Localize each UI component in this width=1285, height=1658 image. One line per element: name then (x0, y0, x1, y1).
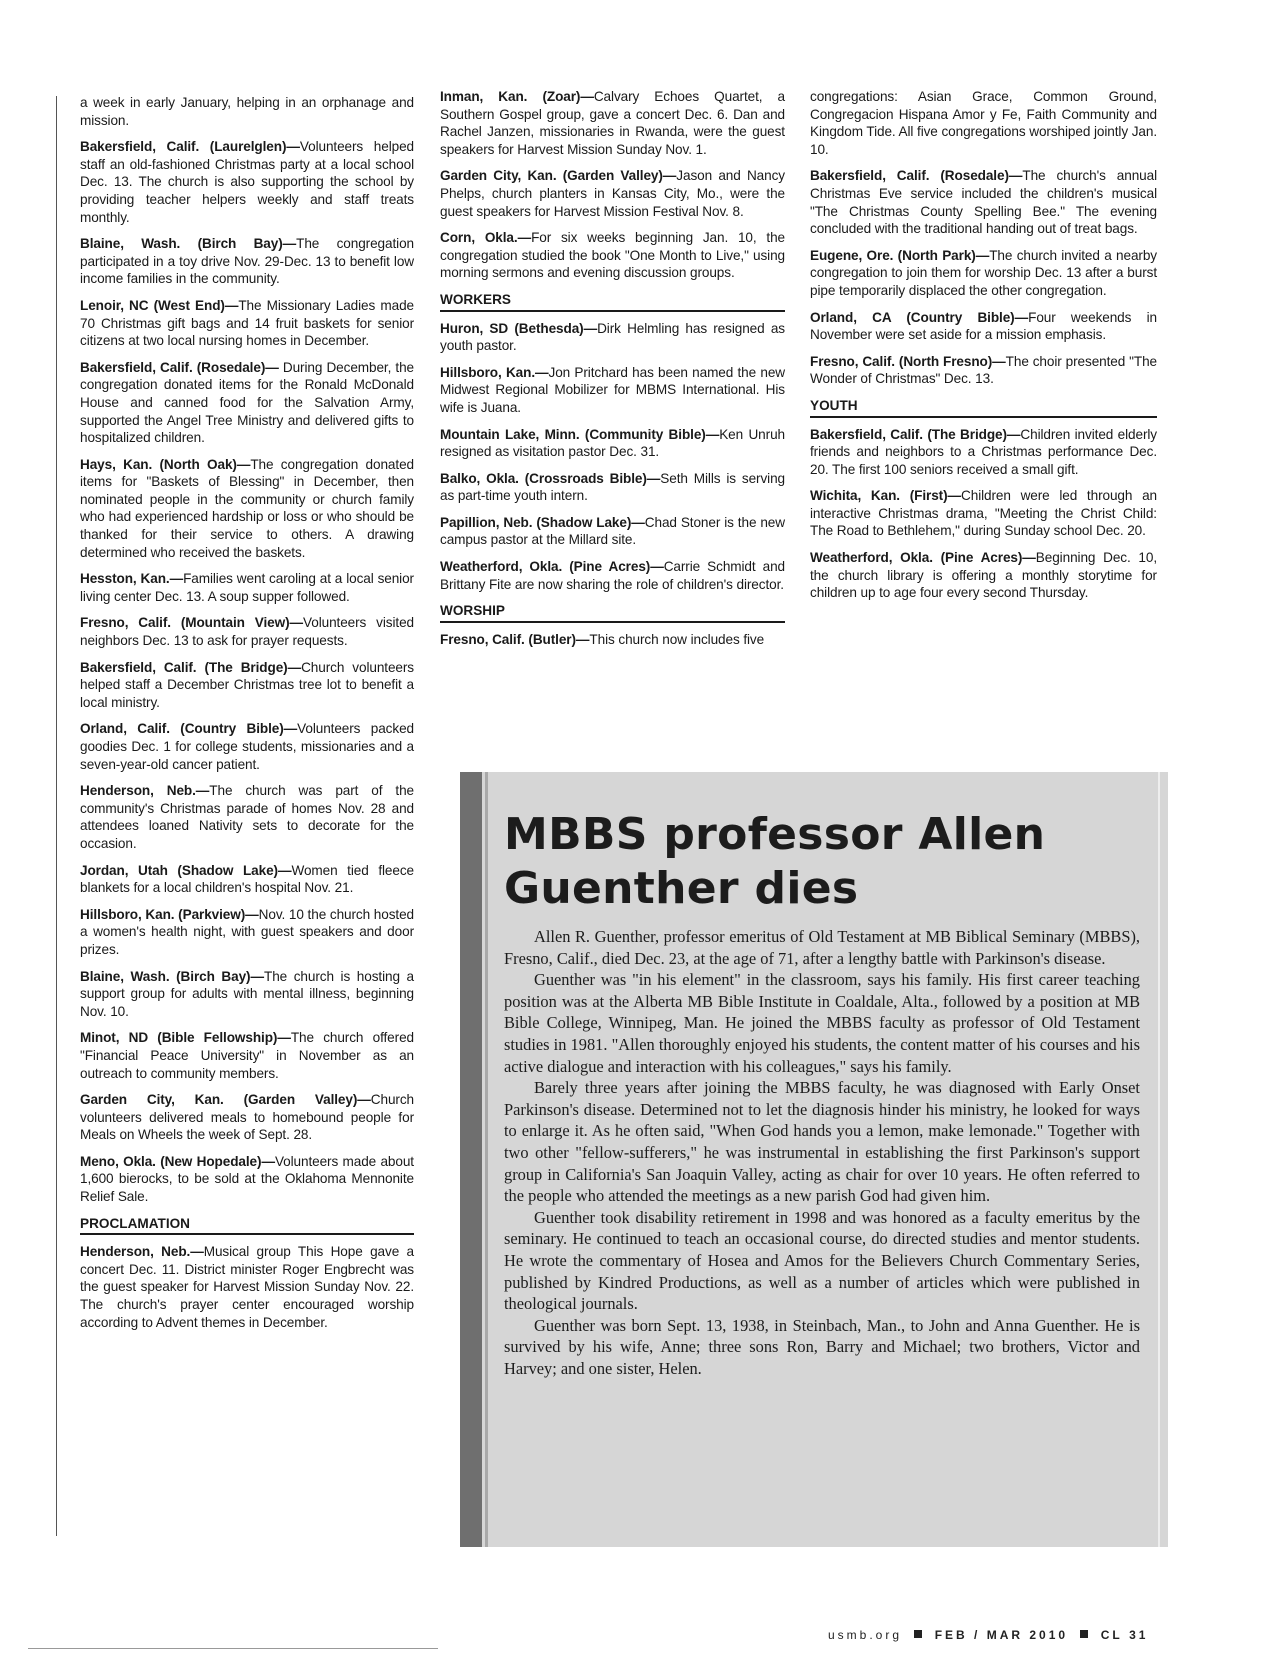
item-location: Blaine, Wash. (Birch Bay)— (80, 236, 297, 252)
news-item (80, 614, 414, 649)
item-location: Papillion, Neb. (Shadow Lake)— (440, 514, 645, 530)
item-text: The church's annual Christmas Eve service included the children's musical "The Christmas County Spelling Bee." The evening concluded with the traditional handing out of treat bags. (810, 168, 1157, 237)
section-heading-workers: WORKERS (440, 291, 785, 312)
item-location: Minot, ND (Bible Fellowship)— (80, 1030, 291, 1046)
item-location: Bakersfield, Calif. (The Bridge)— (810, 426, 1021, 442)
item-location: Lenoir, NC (West End)— (80, 297, 239, 313)
item-text: Seth Mills is serving as part-time youth intern. (440, 470, 785, 504)
news-item (810, 247, 1157, 300)
item-text: Jason and Nancy Phelps, church planters in Kansas City, Mo., were the guest speakers for Harvest Mission Festival Nov. 8. (440, 168, 785, 219)
item-location: Bakersfield, Calif. (Rosedale)— (80, 359, 283, 375)
item-location: Balko, Okla. (Crossroads Bible)— (440, 470, 661, 486)
item-text: Dirk Helmling has resigned as youth pastor. (440, 320, 785, 354)
worship-items-continued (810, 167, 1157, 388)
item-location: Henderson, Neb.— (80, 1244, 204, 1260)
news-item (440, 167, 785, 220)
obituary-headline (504, 808, 1124, 916)
item-text: The congregation donated items for "Baskets of Blessing" in December, then nominated people in the community or church family who had experienced hardship or loss or who should be thanked for their service to others. A drawing determined who received the baskets. (80, 456, 414, 560)
item-text: Musical group This Hope gave a concert Dec. 11. District minister Roger Engbrecht was the guest speaker for Harvest Mission Sunday Nov. 22. The church's prayer center encouraged worship according to Advent themes in December. (80, 1244, 415, 1330)
item-text: Church volunteers helped staff a December Christmas tree lot to benefit a local ministry. (80, 659, 415, 710)
news-item (440, 558, 785, 593)
item-text: Children invited elderly friends and neighbors to a Christmas performance Dec. 20. The first 100 seniors received a small gift. (810, 426, 1157, 477)
news-item (80, 1243, 414, 1331)
news-item (810, 549, 1157, 602)
news-item (810, 426, 1157, 479)
item-location: Corn, Okla.— (440, 230, 532, 246)
item-text: Ken Unruh resigned as visitation pastor Dec. 31. (440, 426, 785, 460)
item-location: Meno, Okla. (New Hopedale)— (80, 1153, 275, 1169)
news-item (80, 862, 414, 897)
obituary-box (460, 772, 1168, 1547)
news-item (80, 1091, 414, 1144)
news-item (440, 320, 785, 355)
obituary-paragraph: Allen R. Guenther, professor emeritus of Old Testament at MB Biblical Seminary (MBBS), Fresno, Calif., died Dec. 23, at the age of 71, after a lengthy battle with Parkinson's disease. (504, 927, 1140, 968)
youth-items (810, 426, 1157, 602)
page-number: 31 (1129, 1628, 1149, 1642)
page-footer (828, 1628, 1188, 1642)
news-item (80, 659, 414, 712)
item-text: During December, the congregation donated items for the Ronald McDonald House and canned food for the Salvation Army, supported the Angel Tree Ministry and delivered gifts to hospitalized children. (80, 359, 414, 446)
continued-text: congregations: Asian Grace, Common Ground, Congregacion Hispana Amor y Fe, Faith Community and Kingdom Tide. All five congregations worshiped jointly Jan. 10. (810, 89, 1157, 157)
news-item (440, 470, 785, 505)
obituary-paragraph: Barely three years after joining the MBBS faculty, he was diagnosed with Early Onset Parkinson's disease. Determined not to let the diagnosis hinder his ministry, he looked for ways to enlarge it. As he often said, "When God hands you a lemon, make lemonade." Together with two other "fellow-sufferers," he was instrumental in establishing the first Parkinson's support group in California's San Joaquin Valley, acting as chair for over 10 years. He often referred to the people who attended the meetings as a new parish God had given him. (504, 1078, 1140, 1206)
item-location: Weatherford, Okla. (Pine Acres)— (440, 559, 664, 575)
news-item (80, 720, 414, 773)
item-text: For six weeks beginning Jan. 10, the congregation studied the book "One Month to Live," using morning sermons and evening discussion groups. (440, 230, 785, 281)
item-location: Weatherford, Okla. (Pine Acres)— (810, 550, 1036, 566)
item-text: Four weekends in November were set aside for a mission emphasis. (810, 309, 1157, 343)
item-location: Jordan, Utah (Shadow Lake)— (80, 862, 292, 878)
item-text: The church offered "Financial Peace University" in November as an outreach to community members. (80, 1030, 414, 1081)
item-text: Beginning Dec. 10, the church library is offering a monthly storytime for children up to age four every second Thursday. (810, 550, 1157, 601)
footer-site: usmb.org (828, 1628, 903, 1642)
obituary-side-bar (460, 772, 482, 1547)
item-location: Orland, CA (Country Bible)— (810, 309, 1029, 325)
item-location: Fresno, Calif. (North Fresno)— (810, 353, 1006, 369)
bottom-rule (28, 1648, 438, 1649)
news-item (440, 514, 785, 549)
section-heading-proclamation: PROCLAMATION (80, 1215, 414, 1236)
item-location: Mountain Lake, Minn. (Community Bible)— (440, 426, 720, 442)
item-text: Volunteers packed goodies Dec. 1 for college students, missionaries and a seven-year-old cancer patient. (80, 721, 414, 772)
item-location: Hays, Kan. (North Oak)— (80, 456, 251, 472)
item-text: The choir presented "The Wonder of Christmas" Dec. 13. (810, 353, 1157, 387)
item-text: The church was part of the community's Christmas parade of homes Nov. 28 and attendees loaned Nativity sets to decorate for the occasion. (80, 783, 414, 851)
item-location: Hillsboro, Kan.— (440, 364, 549, 380)
item-location: Bakersfield, Calif. (The Bridge)— (80, 659, 302, 675)
item-location: Bakersfield, Calif. (Rosedale)— (810, 168, 1023, 184)
item-location: Bakersfield, Calif. (Laurelglen)— (80, 139, 300, 155)
item-location: Hesston, Kan.— (80, 571, 184, 587)
footer-magazine: CL (1100, 1628, 1123, 1642)
item-text: The congregation participated in a toy drive Nov. 29-Dec. 13 to benefit low income families in the community. (80, 236, 414, 287)
item-text: Calvary Echoes Quartet, a Southern Gospel group, gave a concert Dec. 6. Dan and Rachel Janzen, missionaries in Rwanda, were the guest speakers for Harvest Mission Sunday Nov. 1. (440, 89, 785, 157)
headline-line-2: Guenther dies (504, 863, 859, 914)
workers-items (440, 320, 785, 594)
news-item (80, 359, 414, 447)
item-text: Jon Pritchard has been named the new Midwest Regional Mobilizer for MBMS International. His wife is Juana. (440, 364, 785, 415)
worship-items (440, 631, 785, 649)
continued-text: a week in early January, helping in an orphanage and mission. (80, 95, 414, 128)
square-bullet-icon (914, 1630, 922, 1638)
obituary-side-rule (485, 772, 488, 1547)
news-items (440, 88, 785, 282)
item-text: Volunteers made about 1,600 bierocks, to be sold at the Oklahoma Mennonite Relief Sale. (80, 1153, 414, 1205)
item-location: Fresno, Calif. (Butler)— (440, 631, 590, 647)
item-text: Women tied fleece blankets for a local children's hospital Nov. 21. (80, 862, 414, 896)
item-text: Chad Stoner is the new campus pastor at the Millard site. (440, 514, 785, 548)
news-item (80, 1029, 414, 1082)
section-heading-worship: WORSHIP (440, 602, 785, 623)
column-1 (80, 94, 414, 1340)
headline-line-1: MBBS professor Allen (504, 809, 1046, 860)
news-item (80, 456, 414, 562)
news-item (80, 1153, 414, 1206)
item-location: Wichita, Kan. (First)— (810, 488, 962, 504)
item-location: Orland, Calif. (Country Bible)— (80, 721, 298, 737)
item-location: Eugene, Ore. (North Park)— (810, 247, 990, 263)
news-item (810, 487, 1157, 540)
news-item (810, 353, 1157, 388)
footer-issue: FEB / MAR 2010 (934, 1628, 1069, 1642)
item-text: Volunteers helped staff an old-fashioned Christmas party at a local school Dec. 13. The church is also supporting the school by providing teacher helpers weekly and staff treats monthly. (80, 139, 414, 225)
news-item (440, 364, 785, 417)
item-text: The Missionary Ladies made 70 Christmas gift bags and 14 fruit baskets for senior citizens at two local nursing homes in December. (80, 297, 414, 349)
item-location: Inman, Kan. (Zoar)— (440, 89, 594, 104)
news-item (440, 88, 785, 158)
obituary-paragraph: Guenther took disability retirement in 1998 and was honored as a faculty emeritus by the seminary. He continued to teach an occasional course, do directed studies and mentor students. He wrote the commentary of Hosea and Amos for the Believers Church Commentary Series, published by Kindred Productions, as well as a number of articles which were published in theological journals. (504, 1207, 1140, 1314)
item-text: Children were led through an interactive Christmas drama, "Meeting the Christ Child: The Road to Bethlehem," during Sunday school Dec. 20. (810, 488, 1157, 539)
item-text: Church volunteers delivered meals to homebound people for Meals on Wheels the week of Sept. 28. (80, 1092, 414, 1143)
obituary-edge (1158, 772, 1160, 1547)
section-heading-youth: YOUTH (810, 397, 1157, 418)
proclamation-items (80, 1243, 414, 1331)
item-text: This church now includes five (589, 631, 765, 647)
item-location: Hillsboro, Kan. (Parkview)— (80, 906, 259, 922)
news-item (80, 906, 414, 959)
item-location: Garden City, Kan. (Garden Valley)— (440, 168, 677, 184)
item-location: Huron, SD (Bethesda)— (440, 320, 598, 336)
news-item (80, 782, 414, 852)
news-item (80, 235, 414, 288)
item-location: Garden City, Kan. (Garden Valley)— (80, 1092, 371, 1108)
news-item (810, 309, 1157, 344)
news-item (80, 297, 414, 350)
item-text: Families went caroling at a local senior living center Dec. 13. A soup supper followed. (80, 571, 414, 604)
obituary-paragraph: Guenther was "in his element" in the classroom, says his family. His first career teaching position was at the Alberta MB Bible Institute in Coaldale, Alta., followed by a position at MB Bible College, Winnipeg, Man. He joined the MBBS faculty as professor of Old Testament studies in 1981. "Allen thoroughly enjoyed his students, the content matter of his courses and his active dialogue and interaction with his colleagues," says his family. (504, 970, 1140, 1076)
item-location: Henderson, Neb.— (80, 783, 210, 799)
news-items (80, 138, 414, 1205)
news-item (80, 968, 414, 1021)
obituary-paragraph: Guenther was born Sept. 13, 1938, in Steinbach, Man., to John and Anna Guenther. He is survived by his wife, Anne; three sons Ron, Barry and Michael; two brothers, Victor and Harvey; and one sister, Helen. (504, 1315, 1140, 1378)
item-location: Blaine, Wash. (Birch Bay)— (80, 968, 264, 984)
item-text: Volunteers visited neighbors Dec. 13 to ask for prayer requests. (80, 615, 414, 649)
column-3 (810, 88, 1157, 611)
news-item (80, 138, 414, 226)
news-item (440, 229, 785, 282)
news-item (80, 570, 414, 605)
column-2 (440, 88, 785, 657)
column-divider (56, 96, 57, 1536)
square-bullet-icon (1080, 1630, 1088, 1638)
item-location: Fresno, Calif. (Mountain View)— (80, 615, 304, 631)
news-item (440, 631, 785, 649)
obituary-body (504, 926, 1140, 1379)
item-text: The church is hosting a support group for adults with mental illness, beginning Nov. 10. (80, 968, 414, 1019)
item-text: Nov. 10 the church hosted a women's health night, with guest speakers and door prizes. (80, 906, 414, 957)
news-item (810, 167, 1157, 237)
item-text: Carrie Schmidt and Brittany Fite are now sharing the role of children's director. (440, 559, 785, 592)
item-text: The church invited a nearby congregation to join them for worship Dec. 13 after a burst pipe temporarily displaced the other congregation. (810, 247, 1157, 298)
news-item (440, 426, 785, 461)
